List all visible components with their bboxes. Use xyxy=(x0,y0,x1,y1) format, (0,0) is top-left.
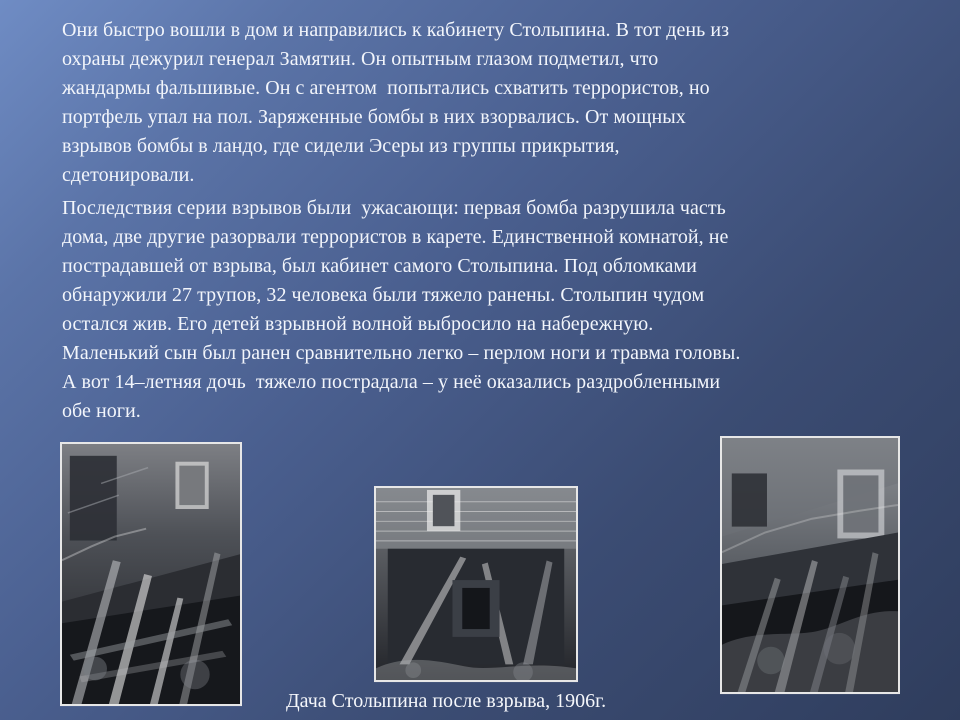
ruined-interior-image-left xyxy=(62,444,240,704)
paragraph-2-line-7: А вот 14–летняя дочь тяжело пострадала – у неё оказались раздробленными xyxy=(62,371,721,393)
paragraph-2-line-5: остался жив. Его детей взрывной волной выбросило на набережную. xyxy=(62,313,654,335)
paragraph-2-line-6: Маленький сын был ранен сравнительно легко – перлом ноги и травма головы. xyxy=(62,342,741,364)
paragraph-1-line-4: портфель упал на пол. Заряженные бомбы в них взорвались. От мощных xyxy=(62,106,686,128)
paragraph-2-line-2: дома, две другие разорвали террористов в карете. Единственной комнатой, не xyxy=(62,226,729,248)
paragraph-1-line-6: сдетонировали. xyxy=(62,164,195,186)
photo-right xyxy=(720,436,900,694)
ruined-facade-image xyxy=(376,488,576,680)
paragraph-2 xyxy=(62,194,908,426)
photo-left xyxy=(60,442,242,706)
ruined-room-image xyxy=(722,438,898,692)
photo-caption: Дача Столыпина после взрыва, 1906г. xyxy=(286,690,607,712)
paragraph-1 xyxy=(62,16,908,190)
paragraph-1-line-2: охраны дежурил генерал Замятин. Он опытным глазом подметил, что xyxy=(62,48,659,70)
paragraph-1-line-5: взрывов бомбы в ландо, где сидели Эсеры из группы прикрытия, xyxy=(62,135,620,157)
paragraph-2-line-1: Последствия серии взрывов были ужасающи: первая бомба разрушила часть xyxy=(62,197,726,219)
photo-middle xyxy=(374,486,578,682)
paragraph-1-line-3: жандармы фальшивые. Он с агентом попытались схватить террористов, но xyxy=(62,77,710,99)
paragraph-1-line-1: Они быстро вошли в дом и направились к кабинету Столыпина. В тот день из xyxy=(62,19,730,41)
paragraph-2-line-4: обнаружили 27 трупов, 32 человека были тяжело ранены. Столыпин чудом xyxy=(62,284,705,306)
main-text xyxy=(62,16,908,430)
paragraph-2-line-8: обе ноги. xyxy=(62,400,141,422)
paragraph-2-line-3: пострадавшей от взрыва, был кабинет самого Столыпина. Под обломками xyxy=(62,255,697,277)
